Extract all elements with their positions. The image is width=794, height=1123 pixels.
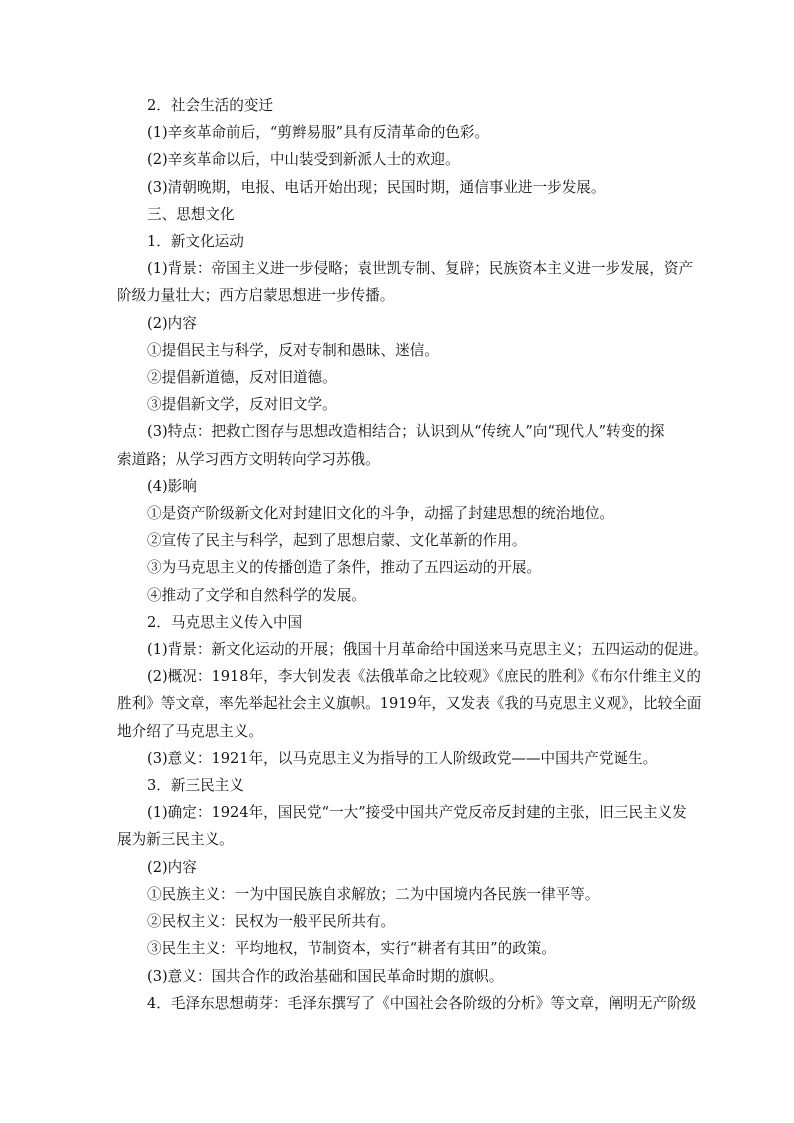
paragraph-line: ④推动了文学和自然科学的发展。 bbox=[147, 586, 366, 604]
subsection-heading-marxism: 2．马克思主义传入中国 bbox=[147, 613, 303, 631]
paragraph-line: (2)内容 bbox=[147, 858, 197, 876]
subsection-heading-social-life: 2．社会生活的变迁 bbox=[147, 97, 274, 114]
paragraph-line: 索道路；从学习西方文明转向学习苏俄。 bbox=[117, 450, 380, 468]
paragraph-line: (1)背景：帝国主义进一步侵略；袁世凯专制、复辟；民族资本主义进一步发展，资产 bbox=[147, 260, 694, 278]
paragraph-line: ①提倡民主与科学，反对专制和愚昧、迷信。 bbox=[147, 341, 439, 359]
paragraph-line: ①是资产阶级新文化对封建旧文化的斗争，动摇了封建思想的统治地位。 bbox=[147, 505, 615, 523]
paragraph-line: (1)背景：新文化运动的开展；俄国十月革命给中国送来马克思主义；五四运动的促进。 bbox=[147, 641, 708, 659]
paragraph-line: ②宣传了民主与科学，起到了思想启蒙、文化革新的作用。 bbox=[147, 532, 527, 550]
subsection-heading-new-culture-movement: 1．新文化运动 bbox=[147, 233, 244, 251]
document-page bbox=[117, 92, 708, 1017]
paragraph-line: 展为新三民主义。 bbox=[117, 831, 234, 849]
paragraph-line: ②民权主义：民权为一般平民所共有。 bbox=[147, 913, 396, 931]
paragraph-line: (3)意义：国共合作的政治基础和国民革命时期的旗帜。 bbox=[147, 967, 504, 985]
subsection-heading-new-three-principles: 3．新三民主义 bbox=[147, 777, 244, 795]
paragraph-line: ③提倡新文学，反对旧文学。 bbox=[147, 396, 337, 414]
paragraph-line: (3)清朝晚期，电报、电话开始出现；民国时期，通信事业进一步发展。 bbox=[147, 178, 606, 196]
paragraph-line: (1)确定：1924年，国民党“一大”接受中国共产党反帝反封建的主张，旧三民主义发 bbox=[147, 804, 687, 822]
paragraph-line: (1)辛亥革命前后，“剪辫易服”具有反清革命的色彩。 bbox=[147, 124, 490, 142]
paragraph-line: (2)辛亥革命以后，中山装受到新派人士的欢迎。 bbox=[147, 151, 460, 169]
paragraph-line: ③民生主义：平均地权，节制资本，实行“耕者有其田”的政策。 bbox=[147, 940, 556, 958]
paragraph-line-mao-thought: 4．毛泽东思想萌芽：毛泽东撰写了《中国社会各阶级的分析》等文章，阐明无产阶级 bbox=[147, 994, 697, 1012]
paragraph-line: 阶级力量壮大；西方启蒙思想进一步传播。 bbox=[117, 287, 395, 305]
paragraph-line: (4)影响 bbox=[147, 477, 197, 495]
paragraph-line: (3)意义：1921年，以马克思主义为指导的工人阶级政党——中国共产党诞生。 bbox=[147, 749, 658, 767]
paragraph-line: ②提倡新道德，反对旧道德。 bbox=[147, 369, 337, 387]
paragraph-line: ①民族主义：一为中国民族自求解放；二为中国境内各民族一律平等。 bbox=[147, 885, 600, 903]
paragraph-line: (3)特点：把救亡图存与思想改造相结合；认识到从“传统人”向“现代人”转变的探 bbox=[147, 423, 665, 441]
paragraph-line: 胜利》等文章，率先举起社会主义旗帜。1919年，又发表《我的马克思主义观》，比较全面 bbox=[117, 695, 702, 713]
section-heading-thought-culture: 三、思想文化 bbox=[147, 205, 235, 223]
paragraph-line: (2)概况：1918年，李大钊发表《法俄革命之比较观》《庶民的胜利》《布尔什维主义的 bbox=[147, 668, 701, 686]
paragraph-line: 地介绍了马克思主义。 bbox=[117, 722, 263, 740]
paragraph-line: ③为马克思主义的传播创造了条件，推动了五四运动的开展。 bbox=[147, 559, 542, 577]
paragraph-line: (2)内容 bbox=[147, 314, 197, 332]
